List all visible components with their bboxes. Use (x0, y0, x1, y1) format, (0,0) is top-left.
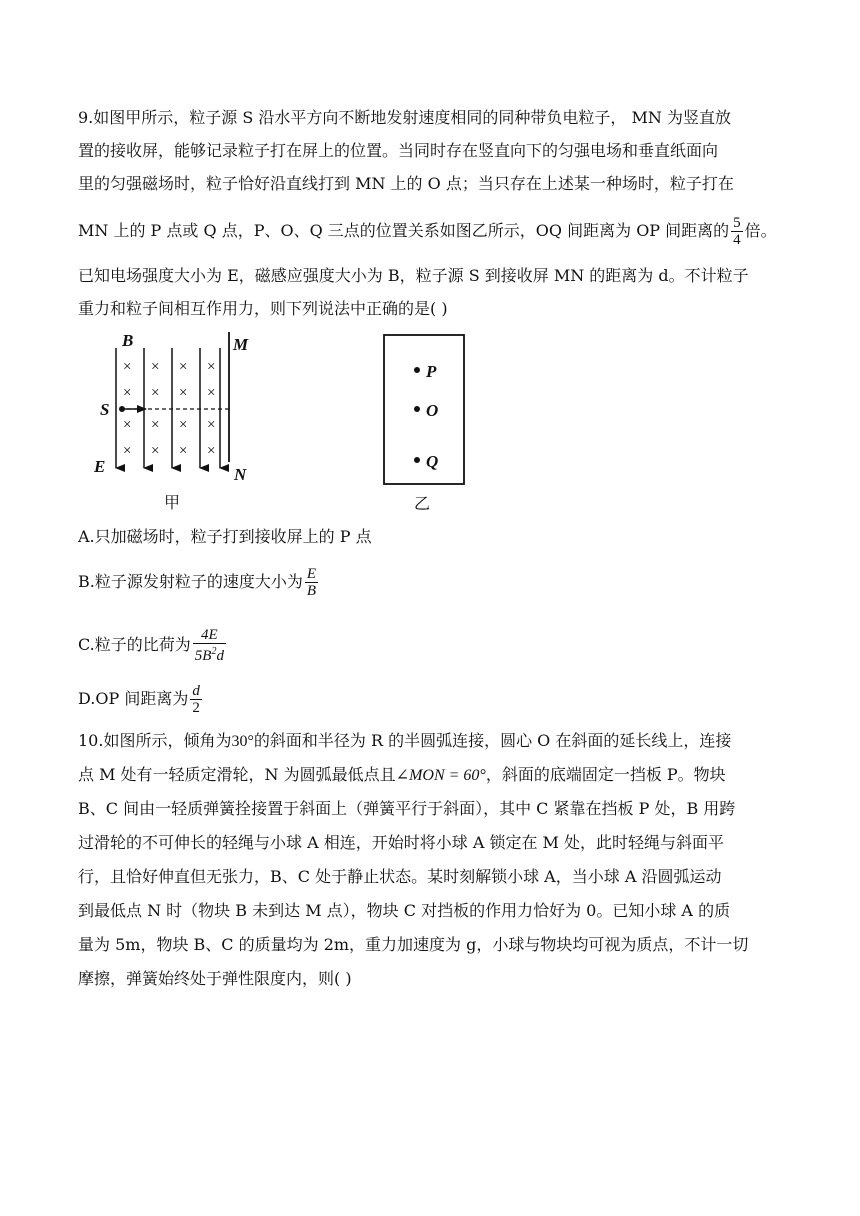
q10-text: 点 M 处有一轻质定滑轮，N 为圆弧最低点且 (78, 765, 396, 784)
label-q: Q (426, 452, 439, 471)
exponent: 2 (211, 646, 217, 657)
q10-text: 的斜面和半径为 R 的半圆弧连接，圆心 O 在斜面的延长线上，连接 (253, 731, 732, 750)
figure-yi (380, 330, 470, 514)
point-q-dot (414, 457, 420, 463)
option-c-text: C.粒子的比荷为 (78, 635, 191, 654)
cross-mark: × (179, 417, 188, 433)
option-a: A.只加磁场时，粒子打到接收屏上的 P 点 (78, 527, 372, 546)
q10-line-6: 到最低点 N 时（物块 B 未到达 M 点），物块 C 对挡板的作用力恰好为 0。已知小球 A 的质 (78, 901, 731, 920)
angle-30: 30° (231, 733, 254, 750)
q10-line-5: 行，且恰好伸直但无张力，B、C 处于静止状态。某时刻解锁小球 A，当小球 A 沿圆弧运动 (78, 867, 722, 886)
fraction-denominator (193, 644, 226, 664)
label-e: E (94, 457, 106, 476)
label-n: N (234, 465, 247, 484)
point-o-dot (414, 406, 420, 412)
denominator-part: 5B (194, 648, 212, 664)
cross-mark: × (151, 443, 160, 459)
cross-mark: × (207, 443, 216, 459)
cross-mark: × (123, 443, 132, 459)
q10-line-1 (78, 731, 731, 752)
cross-mark: × (179, 443, 188, 459)
q9-line-4 (78, 215, 777, 248)
label-m: M (233, 335, 249, 354)
angle-mon: ∠MON = 60° (395, 767, 486, 784)
q10-text: 10.如图所示，倾角为 (78, 731, 232, 750)
option-d-fraction (190, 683, 202, 716)
q10-line-2 (78, 765, 726, 786)
q9-line-3: 里的匀强磁场时，粒子恰好沿直线打到 MN 上的 O 点；当只存在上述某一种场时，粒子打在 (78, 174, 734, 193)
option-d (78, 683, 204, 716)
option-c (78, 627, 228, 664)
cross-mark: × (151, 417, 160, 433)
q9-line-1: 9.如图甲所示，粒子源 S 沿水平方向不断地发射速度相同的同种带负电粒子， MN 为竖直放 (78, 108, 731, 127)
q10-text: ，斜面的底端固定一挡板 P。物块 (485, 765, 726, 784)
q10-line-8: 摩擦，弹簧始终处于弹性限度内，则( ) (78, 969, 352, 988)
five-fourths-fraction (731, 215, 743, 248)
q9-line-4-text: MN 上的 P 点或 Q 点，P、O、Q 三点的位置关系如图乙所示，OQ 间距离为 OP 间距离的 (78, 221, 730, 240)
label-o: O (426, 401, 439, 420)
option-c-fraction (193, 627, 226, 664)
label-s: S (100, 400, 110, 419)
q10-line-4: 过滑轮的不可伸长的轻绳与小球 A 相连，开始时将小球 A 锁定在 M 处，此时轻绳与斜面平 (78, 833, 725, 852)
q10-line-7: 量为 5m，物块 B、C 的质量均为 2m，重力加速度为 g，小球与物块均可视为质点，不计一切 (78, 935, 749, 954)
figure-jia (90, 328, 260, 518)
cross-mark: × (151, 359, 160, 375)
option-b-text: B.粒子源发射粒子的速度大小为 (78, 572, 303, 591)
option-b (78, 566, 320, 599)
label-p: P (426, 362, 437, 381)
fraction-numerator: 5 (733, 215, 741, 231)
cross-mark: × (207, 385, 216, 401)
fraction-denominator: 2 (192, 700, 200, 716)
screen-frame (384, 335, 464, 484)
q10-line-3: B、C 间由一轻质弹簧拴接置于斜面上（弹簧平行于斜面），其中 C 紧靠在挡板 P 处，B 用跨 (78, 799, 736, 818)
fraction-numerator: E (306, 566, 317, 582)
cross-mark: × (179, 359, 188, 375)
cross-mark: × (123, 417, 132, 433)
cross-mark: × (207, 417, 216, 433)
cross-mark: × (123, 385, 132, 401)
fraction-denominator: 4 (733, 232, 741, 248)
q9-line-4-suffix: 倍。 (744, 221, 777, 240)
caption-yi: 乙 (414, 494, 431, 513)
fraction-numerator: d (192, 683, 200, 699)
q9-line-5: 已知电场强度大小为 E，磁感应强度大小为 B，粒子源 S 到接收屏 MN 的距离为 d。不计粒子 (78, 266, 749, 285)
point-p-dot (414, 367, 420, 373)
q9-line-6: 重力和粒子间相互作用力，则下列说法中正确的是( ) (78, 299, 448, 318)
cross-mark: × (123, 359, 132, 375)
option-d-text: D.OP 间距离为 (78, 689, 189, 708)
caption-jia: 甲 (164, 493, 181, 512)
option-b-fraction (305, 566, 318, 599)
fraction-numerator: 4E (193, 627, 226, 644)
fraction-denominator: B (306, 583, 317, 599)
cross-mark: × (207, 359, 216, 375)
denominator-part: d (216, 648, 224, 664)
q9-line-2: 置的接收屏，能够记录粒子打在屏上的位置。当同时存在竖直向下的匀强电场和垂直纸面向 (78, 141, 719, 160)
cross-mark: × (151, 385, 160, 401)
cross-mark: × (179, 385, 188, 401)
label-b: B (122, 331, 134, 350)
